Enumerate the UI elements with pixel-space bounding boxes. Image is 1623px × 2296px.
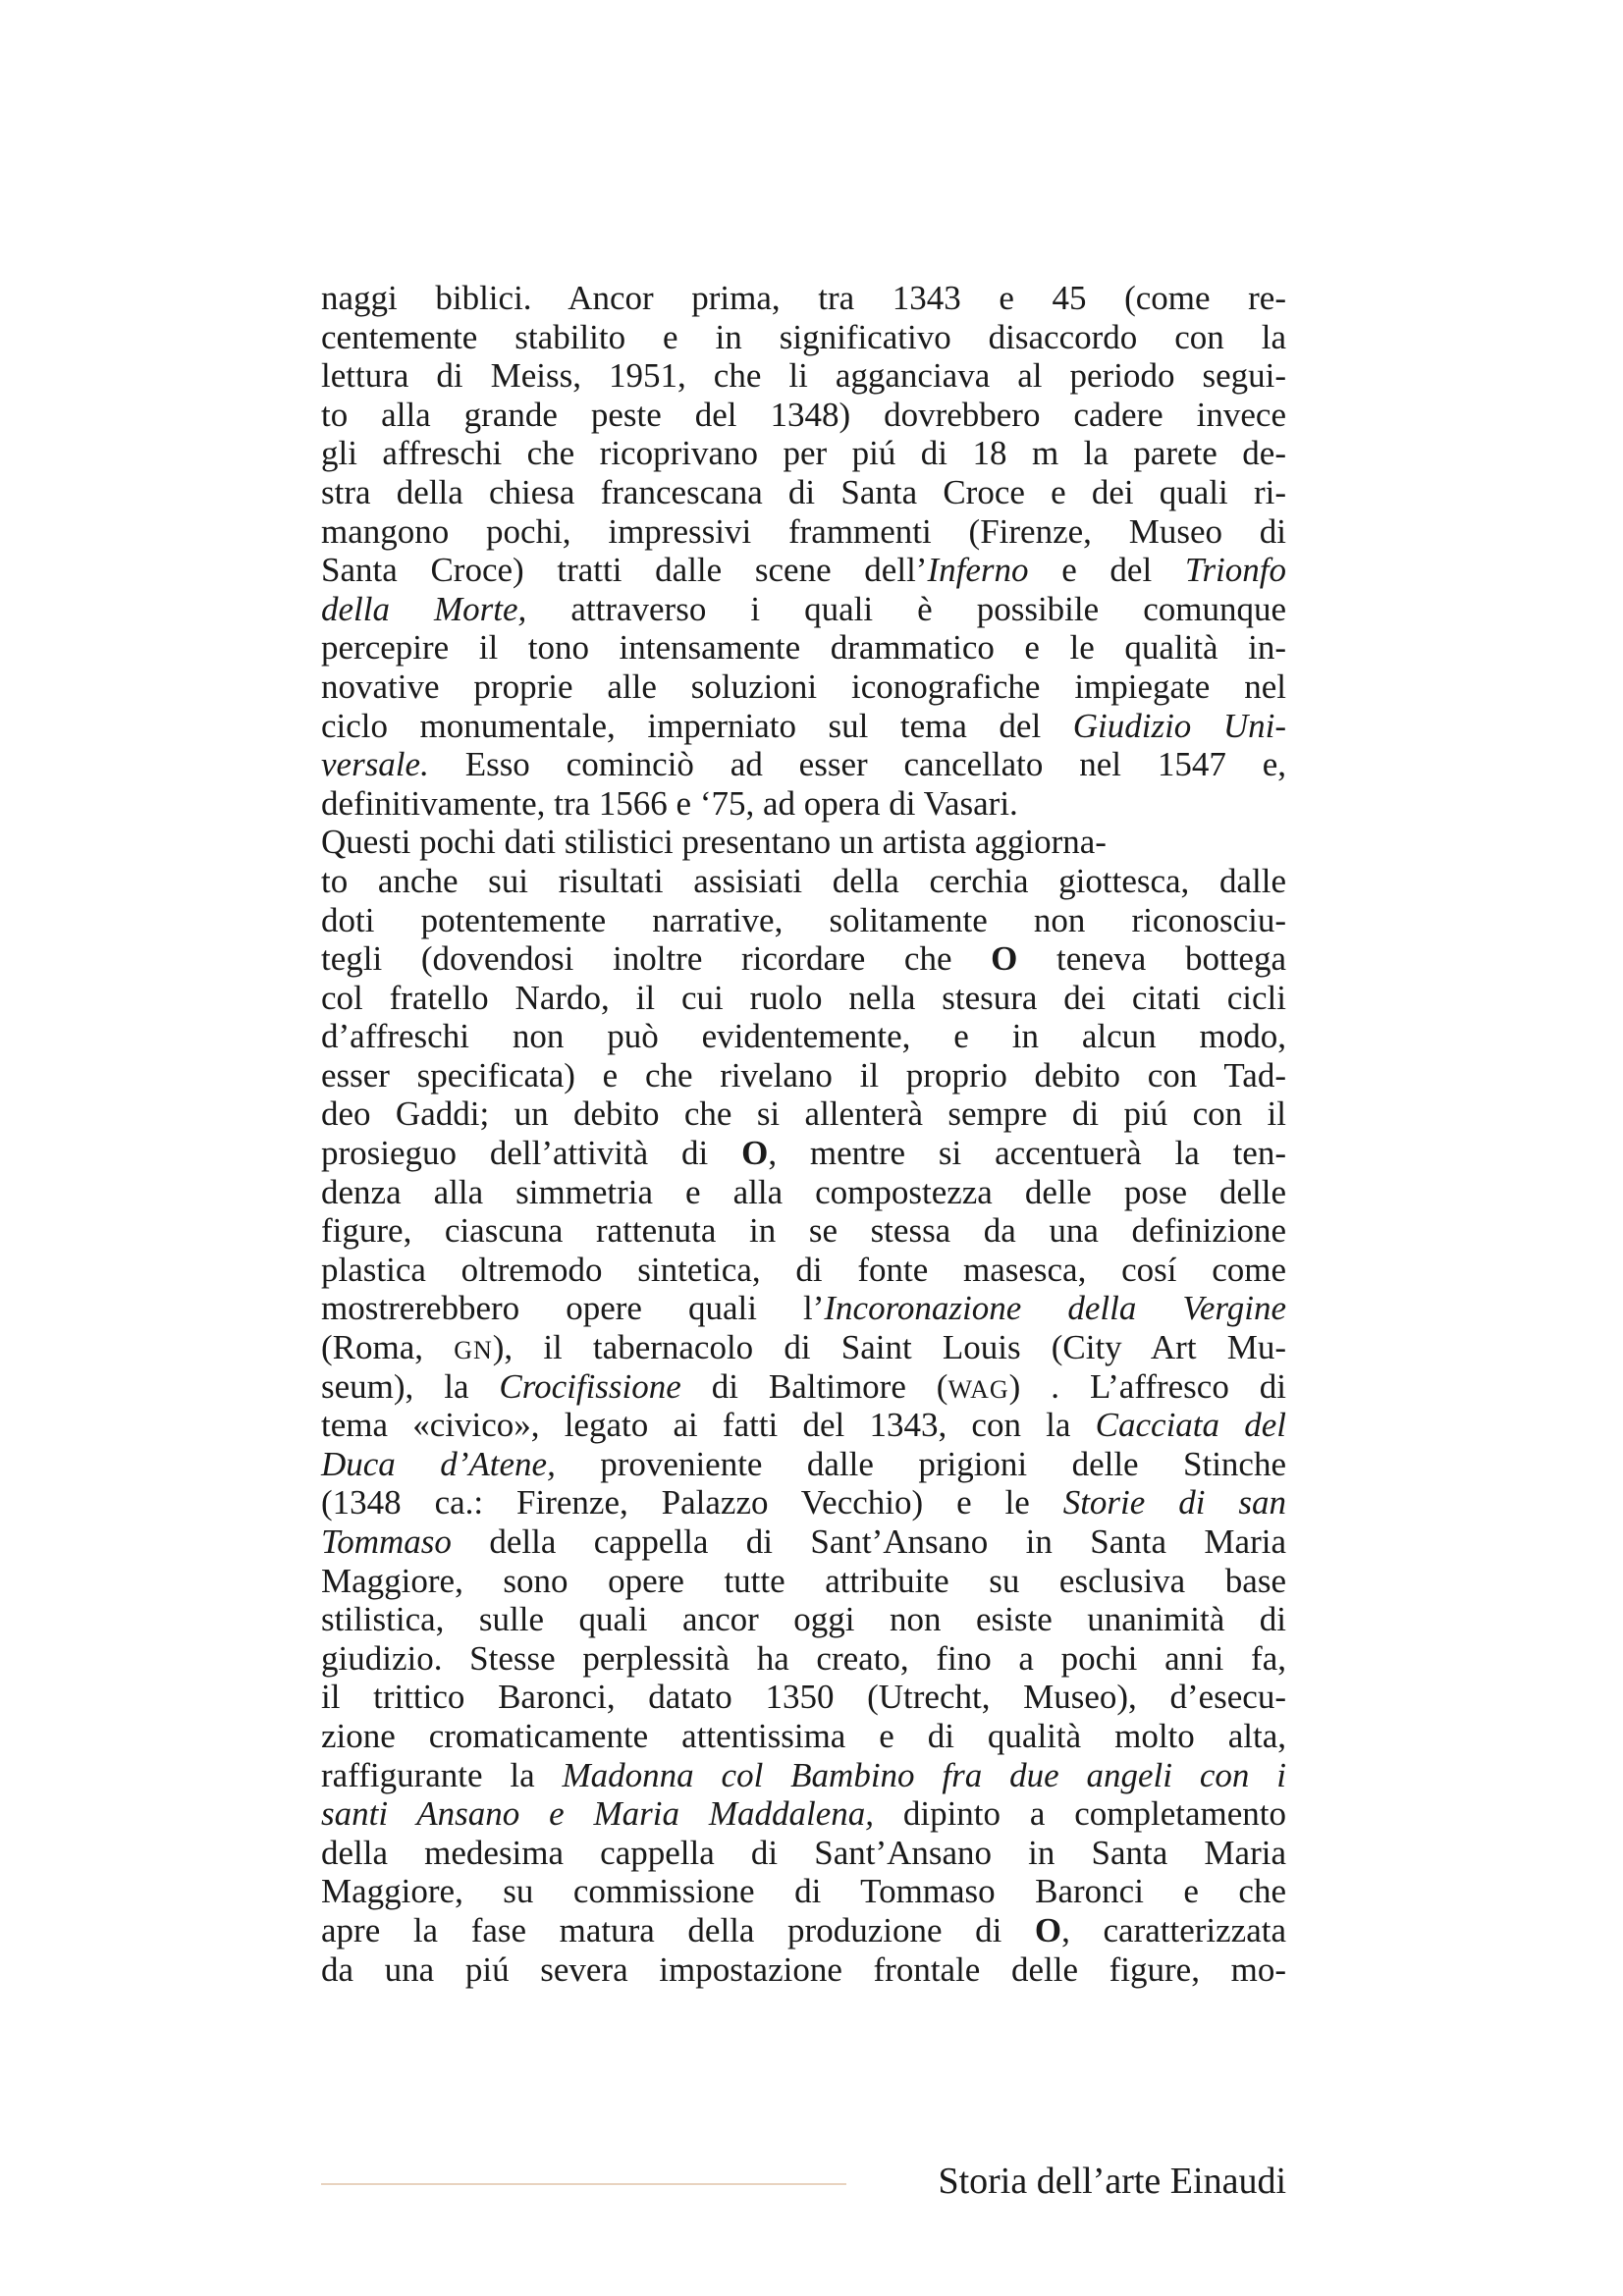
- italic-title: Trionfo: [1184, 551, 1287, 590]
- text-line: [321, 823, 1286, 862]
- text-line: [321, 318, 1286, 357]
- text-run: percepire il tono intensamente drammatico e le qualità in-: [321, 628, 1286, 667]
- text-run: tegli (dovendosi inoltre ricordare che: [321, 939, 992, 979]
- italic-title: Duca d’Atene,: [321, 1444, 556, 1483]
- text-run: denza alla simmetria e alla compostezza delle pose delle: [321, 1172, 1286, 1211]
- abbreviation: WAG: [947, 1374, 1009, 1404]
- text-run: stilistica, sulle quali ancor oggi non esiste unanimità di: [321, 1600, 1286, 1639]
- text-line: [321, 1678, 1286, 1717]
- abbreviation: GN: [454, 1336, 493, 1365]
- text-line: [321, 1872, 1286, 1911]
- text-line: [321, 901, 1286, 940]
- italic-title: Cacciata del: [1095, 1406, 1286, 1445]
- text-run: mostrerebbero opere quali l’: [321, 1289, 825, 1328]
- italic-title: Inferno: [927, 551, 1029, 590]
- text-run: ciclo monumentale, imperniato sul tema del: [321, 706, 1073, 745]
- text-line: [321, 1834, 1286, 1873]
- text-run: seum), la: [321, 1366, 500, 1406]
- text-line: [321, 1406, 1286, 1445]
- text-run: definitivamente, tra 1566 e ‘75, ad opera di Vasari.: [321, 783, 1018, 823]
- text-run: Santa Croce) tratti dalle scene dell’: [321, 551, 928, 590]
- text-line: [321, 1328, 1286, 1367]
- text-line: [321, 979, 1286, 1018]
- text-line: [321, 1639, 1286, 1679]
- body-text: [321, 279, 1286, 1989]
- text-run: Maggiore, su commissione di Tommaso Baronci e che: [321, 1872, 1286, 1911]
- text-run: plastica oltremodo sintetica, di fonte masesca, cosí come: [321, 1250, 1286, 1289]
- text-run: stra della chiesa francescana di Santa Croce e dei quali ri-: [321, 472, 1286, 511]
- text-run: Maggiore, sono opere tutte attribuite su esclusiva base: [321, 1561, 1286, 1600]
- text-line: [321, 356, 1286, 396]
- text-run: ), il tabernacolo di Saint Louis (City Art Mu-: [492, 1328, 1286, 1367]
- italic-title: Madonna col Bambino fra due angeli con i: [562, 1755, 1286, 1794]
- text-run: gli affreschi che ricoprivano per piú di 18 m la parete de-: [321, 434, 1286, 473]
- text-run: col fratello Nardo, il cui ruolo nella stesura dei citati cicli: [321, 978, 1286, 1017]
- italic-title: versale.: [321, 745, 429, 784]
- text-line: [321, 1095, 1286, 1134]
- italic-title: Crocifissione: [499, 1366, 681, 1406]
- text-line: [321, 1445, 1286, 1484]
- text-line: [321, 473, 1286, 512]
- italic-title: Giudizio Uni-: [1072, 706, 1286, 745]
- text-line: [321, 1251, 1286, 1290]
- text-run: raffigurante la: [321, 1755, 563, 1794]
- italic-title: Tommaso: [321, 1522, 452, 1561]
- text-line: [321, 1911, 1286, 1950]
- text-run: della medesima cappella di Sant’Ansano in Santa Maria: [321, 1833, 1286, 1872]
- text-line: [321, 551, 1286, 590]
- bold-initial: O: [991, 939, 1018, 979]
- footer-title: Storia dell’arte Einaudi: [938, 2161, 1286, 2202]
- text-line: [321, 862, 1286, 901]
- italic-title: Incoronazione della Vergine: [824, 1289, 1286, 1328]
- text-line: [321, 628, 1286, 667]
- text-run: d’affreschi non può evidentemente, e in alcun modo,: [321, 1017, 1286, 1056]
- text-run: proveniente dalle prigioni delle Stinche: [555, 1444, 1287, 1483]
- text-line: [321, 1289, 1286, 1328]
- text-line: [321, 939, 1286, 979]
- text-run: esser specificata) e che rivelano il proprio debito con Tad-: [321, 1055, 1286, 1095]
- text-run: attraverso i quali è possibile comunque: [526, 589, 1286, 628]
- text-run: (Roma,: [321, 1328, 455, 1367]
- text-run: to alla grande peste del 1348) dovrebbero cadere invece: [321, 395, 1286, 434]
- text-line: [321, 745, 1286, 784]
- text-run: deo Gaddi; un debito che si allenterà sempre di piú con il: [321, 1095, 1286, 1134]
- bold-initial: O: [741, 1134, 769, 1173]
- italic-title: della Morte,: [321, 589, 527, 628]
- text-line: [321, 1483, 1286, 1522]
- text-line: [321, 1211, 1286, 1251]
- text-run: Esso cominciò ad esser cancellato nel 1547 e,: [428, 745, 1286, 784]
- text-run: novative proprie alle soluzioni iconografiche impiegate nel: [321, 667, 1286, 706]
- text-line: [321, 784, 1286, 824]
- text-line: [321, 1717, 1286, 1756]
- text-line: [321, 667, 1286, 707]
- text-run: giudizio. Stesse perplessità ha creato, fino a pochi anni fa,: [321, 1638, 1286, 1678]
- text-line: [321, 279, 1286, 318]
- text-run: dipinto a completamento: [874, 1794, 1287, 1834]
- text-line: [321, 1134, 1286, 1173]
- text-line: [321, 434, 1286, 473]
- text-line: [321, 1056, 1286, 1095]
- text-run: , mentre si accentuerà la ten-: [768, 1134, 1286, 1173]
- text-run: to anche sui risultati assisiati della cerchia giottesca, dalle: [321, 861, 1286, 900]
- text-run: , caratterizzata: [1061, 1910, 1286, 1949]
- text-line: [321, 396, 1286, 435]
- bold-initial: O: [1034, 1910, 1062, 1949]
- text-run: tema «civico», legato ai fatti del 1343, con la: [321, 1406, 1096, 1445]
- text-run: centemente stabilito e in significativo disaccordo con la: [321, 317, 1286, 356]
- italic-title: Storie di san: [1062, 1483, 1286, 1522]
- text-run: lettura di Meiss, 1951, che li agganciava al periodo segui-: [321, 356, 1286, 396]
- text-line: [321, 1017, 1286, 1056]
- text-line: [321, 1173, 1286, 1212]
- text-run: apre la fase matura della produzione di: [321, 1910, 1035, 1949]
- text-line: [321, 1756, 1286, 1795]
- text-run: naggi biblici. Ancor prima, tra 1343 e 45 (come re-: [321, 279, 1286, 317]
- text-run: teneva bottega: [1017, 939, 1286, 979]
- text-line: [321, 1600, 1286, 1639]
- text-line: [321, 707, 1286, 746]
- text-line: [321, 1950, 1286, 1990]
- text-line: [321, 1367, 1286, 1407]
- text-run: e del: [1028, 551, 1185, 590]
- text-run: Questi pochi dati stilistici presentano un artista aggiorna-: [321, 823, 1107, 862]
- text-run: mangono pochi, impressivi frammenti (Firenze, Museo di: [321, 511, 1286, 551]
- text-line: [321, 512, 1286, 552]
- text-run: ) . L’affresco di: [1008, 1366, 1286, 1406]
- text-run: figure, ciascuna rattenuta in se stessa da una definizione: [321, 1211, 1286, 1251]
- text-line: [321, 1562, 1286, 1601]
- text-run: (1348 ca.: Firenze, Palazzo Vecchio) e le: [321, 1483, 1063, 1522]
- text-line: [321, 1522, 1286, 1562]
- text-run: doti potentemente narrative, solitamente non riconosciu-: [321, 900, 1286, 939]
- text-run: di Baltimore (: [680, 1366, 948, 1406]
- text-run: il trittico Baronci, datato 1350 (Utrecht, Museo), d’esecu-: [321, 1678, 1286, 1717]
- text-run: della cappella di Sant’Ansano in Santa Maria: [451, 1522, 1286, 1561]
- text-line: [321, 1794, 1286, 1834]
- text-run: zione cromaticamente attentissima e di qualità molto alta,: [321, 1716, 1286, 1755]
- italic-title: santi Ansano e Maria Maddalena,: [321, 1794, 875, 1834]
- text-run: da una piú severa impostazione frontale delle figure, mo-: [321, 1949, 1286, 1989]
- text-line: [321, 590, 1286, 629]
- text-run: prosieguo dell’attività di: [321, 1134, 742, 1173]
- footer-rule: [321, 2183, 846, 2185]
